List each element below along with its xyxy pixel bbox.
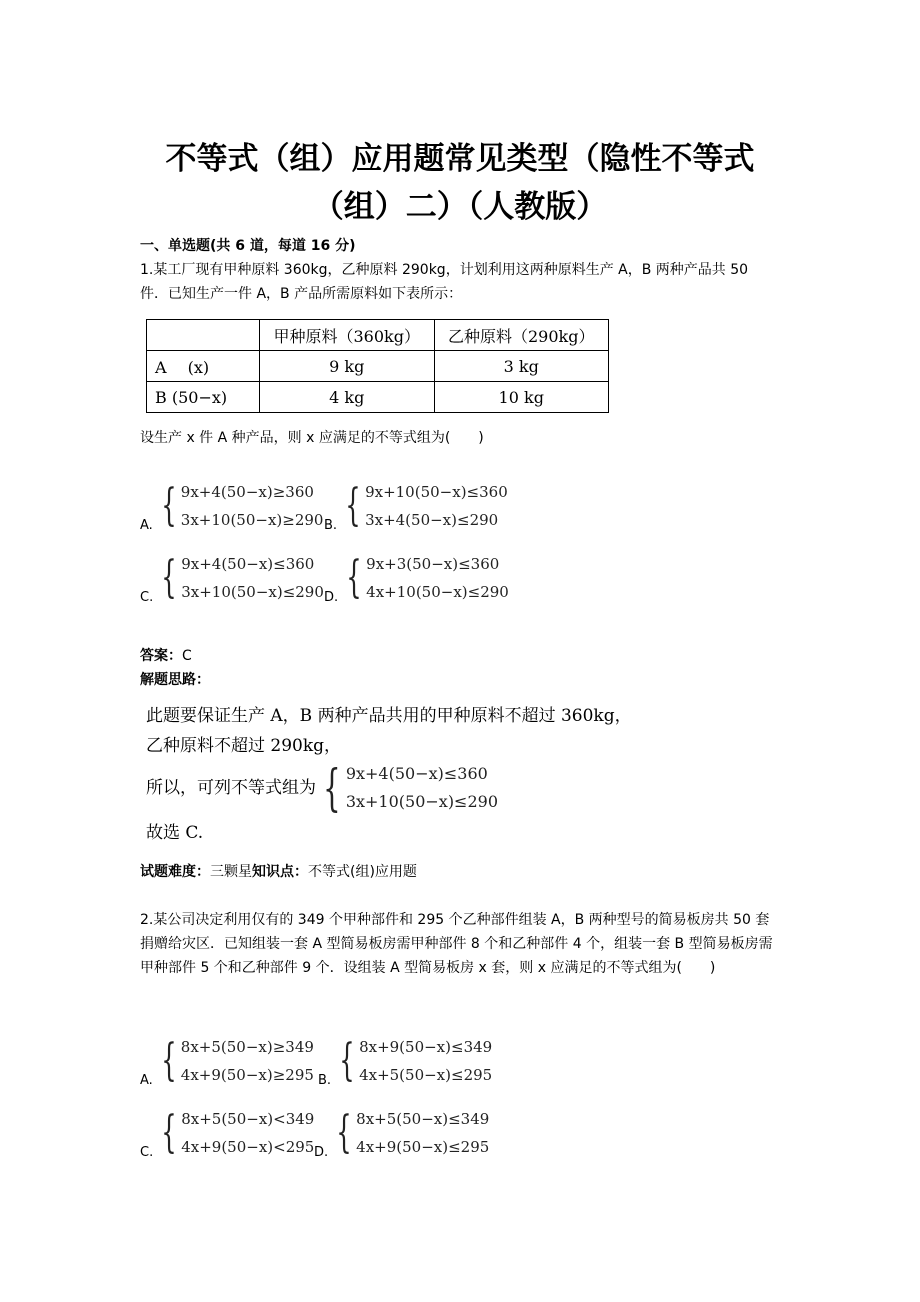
q2-text: 2.某公司决定利用仅有的 349 个甲种部件和 295 个乙种部件组装 A，B 两种型号的简易板房共 50 套捐赠给灾区．已知组装一套 A 型简易板房需甲种部件 8 个和乙种部件 4 个，组装一套 B 型简易板房需甲种部件 5 个和乙种部件 9 个．设组装 A 型简易板房 x 套，则 x 应满足的不等式组为( ) [140,912,773,976]
q2-option-c[interactable] [140,1105,314,1161]
answer-label: 答案： [140,648,182,664]
solution-equation: 3x+10(50−x)≤290 [345,792,498,811]
q1-text: 1.某工厂现有甲种原料 360kg，乙种原料 290kg，计划利用这两种原料生产 A，B 两种产品共 50 件．已知生产一件 A，B 产品所需原料如下表所示： [140,262,749,302]
equation: 9x+4(50−x)≥360 [180,483,314,501]
table-header-row [147,320,609,351]
q1-option-c[interactable] [140,550,324,606]
document-title-line2: （组）二）（人教版） [312,189,608,225]
equation: 8x+5(50−x)≥349 [180,1038,314,1056]
equation: 8x+5(50−x)≤349 [356,1110,490,1128]
table-cell: 10 kg [434,382,609,413]
equation: 4x+9(50−x)≥295 [180,1066,314,1084]
brace-icon: { [339,1035,355,1086]
answer-value: C [182,648,192,664]
table-cell: A (x) [147,351,260,382]
equation: 9x+10(50−x)≤360 [365,483,508,501]
solution-system [146,760,498,816]
table-cell: 4 kg [260,382,435,413]
table-cell: B (50−x) [147,382,260,413]
equation: 3x+10(50−x)≤290 [181,583,324,601]
q1-answer-line [140,646,192,666]
solution-line3-prefix: 所以，可列不等式组为 [146,778,316,798]
solution-line1: 此题要保证生产 A，B 两种产品共用的甲种原料不超过 360kg， [146,706,632,726]
table-cell: 9 kg [260,351,435,382]
table-cell [147,320,260,351]
solution-equation: 9x+4(50−x)≤360 [345,764,488,783]
option-label: D. [324,590,339,605]
equation: 4x+10(50−x)≤290 [366,583,509,601]
document-title-line1: 不等式（组）应用题常见类型（隐性不等式 [165,141,755,177]
equation: 4x+9(50−x)≤295 [356,1138,490,1156]
solution-line2: 乙种原料不超过 290kg， [146,736,342,756]
q1-prompt: 设生产 x 件 A 种产品，则 x 应满足的不等式组为( ) [140,430,484,446]
section-header: 一、单选题(共 6 道，每道 16 分) [140,238,356,254]
q2-option-a[interactable] [140,1033,314,1089]
knowledge-value: 不等式(组)应用题 [308,864,417,880]
equation: 4x+9(50−x)<295 [181,1138,315,1156]
equation: 9x+3(50−x)≤360 [366,555,500,573]
q1-option-a[interactable] [140,478,323,534]
option-label: B. [318,1073,332,1088]
solution-line4: 故选 C. [146,823,204,843]
equation: 3x+10(50−x)≥290 [180,511,324,529]
brace-icon: { [345,480,361,531]
option-label: B. [324,518,338,533]
difficulty-label: 试题难度： [140,864,210,880]
brace-icon: { [161,480,177,531]
table-header-yi: 乙种原料（290kg） [434,320,609,351]
option-label: D. [314,1145,329,1160]
equation: 8x+5(50−x)<349 [181,1110,315,1128]
q1-material-table [146,319,609,413]
option-label: A. [140,1073,153,1088]
table-cell: 3 kg [434,351,609,382]
q1-option-b[interactable] [324,478,508,534]
q1-option-d[interactable] [324,550,509,606]
q2-option-b[interactable] [318,1033,492,1089]
solution-label: 解题思路： [140,672,210,688]
brace-icon: { [346,552,362,603]
option-label: C. [140,1145,154,1160]
q2-option-d[interactable] [314,1105,489,1161]
equation: 4x+5(50−x)≤295 [359,1066,493,1084]
equation: 3x+4(50−x)≤290 [365,511,499,529]
brace-icon: { [323,759,341,817]
brace-icon: { [161,1107,177,1158]
table-row [147,351,609,382]
knowledge-label: 知识点： [252,864,308,880]
brace-icon: { [336,1107,352,1158]
brace-icon: { [161,552,177,603]
difficulty-value: 三颗星 [210,864,252,880]
option-label: A. [140,518,153,533]
brace-icon: { [161,1035,177,1086]
q1-meta [140,862,417,882]
equation: 9x+4(50−x)≤360 [181,555,315,573]
equation: 8x+9(50−x)≤349 [359,1038,493,1056]
table-row [147,382,609,413]
table-header-jia: 甲种原料（360kg） [260,320,435,351]
option-label: C. [140,590,154,605]
